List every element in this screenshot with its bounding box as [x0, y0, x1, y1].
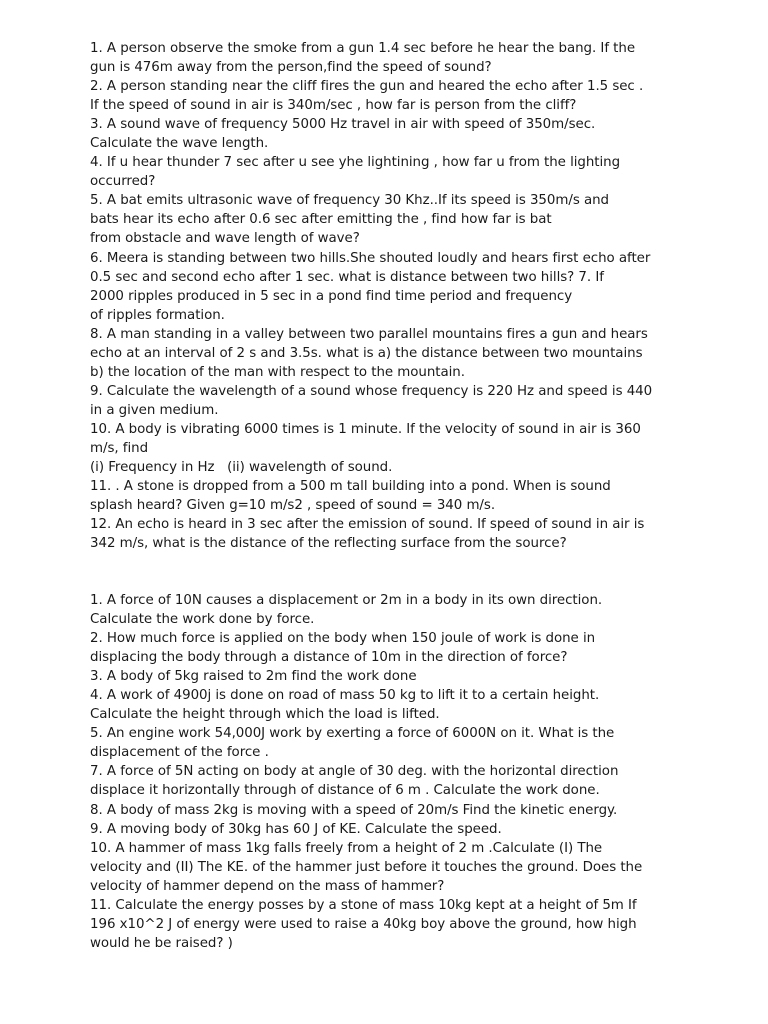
text-line: m/s, find [90, 440, 149, 456]
text-line: splash heard? Given g=10 m/s2 , speed of sound = 340 m/s. [90, 498, 496, 514]
text-line: Calculate the height through which the load is lifted. [90, 707, 440, 723]
text-line: 9. Calculate the wavelength of a sound whose frequency is 220 Hz and speed is 440 [90, 383, 653, 399]
text-line: gun is 476m away from the person,find the speed of sound? [90, 60, 492, 76]
text-line: velocity and (II) The KE. of the hammer just before it touches the ground. Does the [90, 859, 643, 875]
text-line: 7. A force of 5N acting on body at angle of 30 deg. with the horizontal direction [90, 764, 619, 780]
text-line: 0.5 sec and second echo after 1 sec. what is distance between two hills? 7. If [90, 269, 604, 285]
text-line: from obstacle and wave length of wave? [90, 231, 360, 247]
text-line: 3. A sound wave of frequency 5000 Hz travel in air with speed of 350m/sec. [90, 117, 596, 133]
text-line: echo at an interval of 2 s and 3.5s. what is a) the distance between two mountains [90, 345, 643, 361]
text-line: 5. An engine work 54,000J work by exerting a force of 6000N on it. What is the [90, 726, 615, 742]
text-line: bats hear its echo after 0.6 sec after emitting the , find how far is bat [90, 212, 552, 228]
sound-questions-section [90, 39, 690, 553]
text-line: If the speed of sound in air is 340m/sec , how far is person from the cliff? [90, 98, 577, 114]
text-line: 196 x10^2 J of energy were used to raise a 40kg boy above the ground, how high [90, 916, 637, 932]
text-line: 2. How much force is applied on the body when 150 joule of work is done in [90, 631, 596, 647]
text-line: 12. An echo is heard in 3 sec after the emission of sound. If speed of sound in air is [90, 517, 645, 533]
work-energy-questions-section [90, 591, 690, 953]
text-line: 4. If u hear thunder 7 sec after u see yhe lightining , how far u from the lighting [90, 155, 621, 171]
text-line: 8. A man standing in a valley between two parallel mountains fires a gun and hears [90, 326, 648, 342]
text-line: 4. A work of 4900j is done on road of mass 50 kg to lift it to a certain height. [90, 688, 600, 704]
text-line: displace it horizontally through of distance of 6 m . Calculate the work done. [90, 783, 600, 799]
text-line: occurred? [90, 174, 156, 190]
text-line: 6. Meera is standing between two hills.She shouted loudly and hears first echo after [90, 250, 651, 266]
text-line: 11. Calculate the energy posses by a stone of mass 10kg kept at a height of 5m If [90, 897, 637, 913]
text-line: in a given medium. [90, 402, 219, 418]
text-line: 8. A body of mass 2kg is moving with a speed of 20m/s Find the kinetic energy. [90, 802, 618, 818]
text-line: (i) Frequency in Hz (ii) wavelength of sound. [90, 460, 393, 476]
text-line: Calculate the wave length. [90, 136, 269, 152]
text-line: displacement of the force . [90, 745, 269, 761]
text-line: b) the location of the man with respect to the mountain. [90, 364, 465, 380]
text-line: 10. A body is vibrating 6000 times is 1 minute. If the velocity of sound in air is 360 [90, 421, 641, 437]
text-line: 2000 ripples produced in 5 sec in a pond find time period and frequency [90, 288, 573, 304]
text-line: would he be raised? ) [90, 935, 233, 951]
text-line: 3. A body of 5kg raised to 2m find the work done [90, 669, 417, 685]
text-line: 9. A moving body of 30kg has 60 J of KE. Calculate the speed. [90, 821, 502, 837]
text-line: 2. A person standing near the cliff fires the gun and heared the echo after 1.5 sec . [90, 79, 644, 95]
text-line: Calculate the work done by force. [90, 612, 315, 628]
text-line: displacing the body through a distance of 10m in the direction of force? [90, 650, 568, 666]
text-line: velocity of hammer depend on the mass of hammer? [90, 878, 445, 894]
text-line: 10. A hammer of mass 1kg falls freely from a height of 2 m .Calculate (I) The [90, 840, 603, 856]
text-line: 11. . A stone is dropped from a 500 m tall building into a pond. When is sound [90, 479, 611, 495]
text-line: of ripples formation. [90, 307, 225, 323]
text-line: 5. A bat emits ultrasonic wave of frequency 30 Khz..If its speed is 350m/s and [90, 193, 610, 209]
text-line: 1. A force of 10N causes a displacement or 2m in a body in its own direction. [90, 593, 603, 608]
text-line: 1. A person observe the smoke from a gun 1.4 sec before he hear the bang. If the [90, 41, 636, 56]
text-line: 342 m/s, what is the distance of the reflecting surface from the source? [90, 536, 567, 552]
